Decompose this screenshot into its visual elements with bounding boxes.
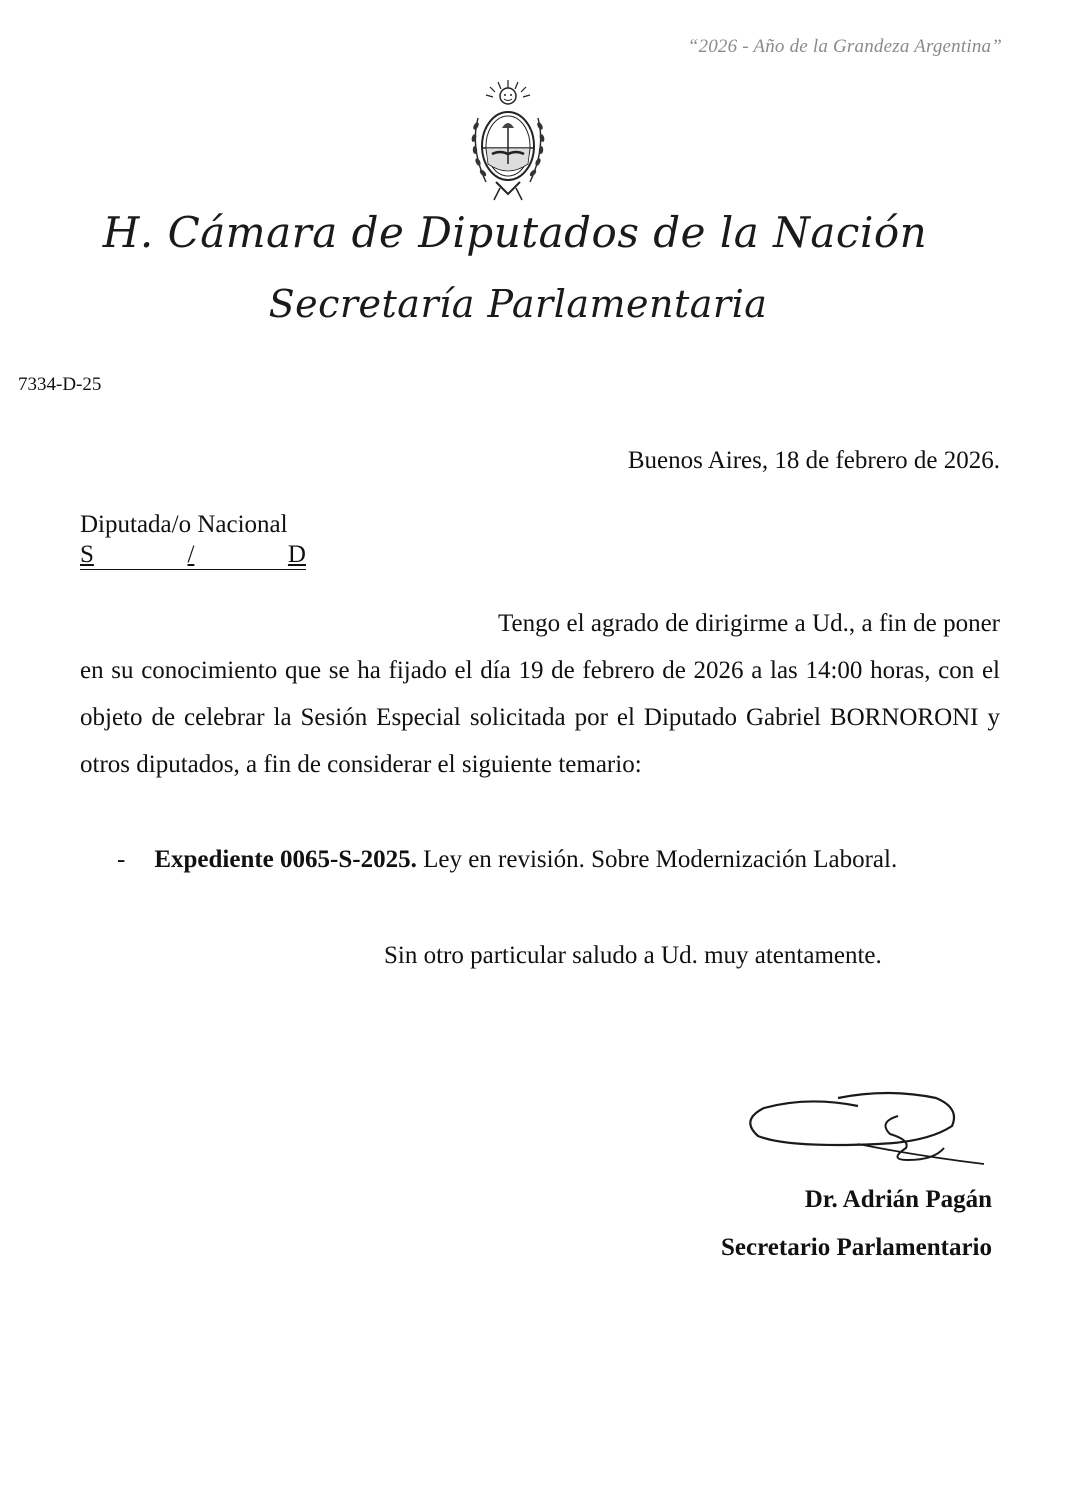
body-paragraph: Tengo el agrado de dirigirme a Ud., a fin de poner en su conocimiento que se ha fijado el día 19 de febrero de 2026 a las 14:00 horas, con el objeto de celebrar la Sesión Especial solicitada por el Diputado Gabriel BORNORONI y otros diputados, a fin de considerar el siguiente temario:: [80, 610, 1000, 778]
argentine-coat-of-arms-icon: [466, 78, 550, 202]
institution-title: H. Cámara de Diputados de la Nación: [102, 208, 928, 257]
agenda-item: [117, 846, 897, 874]
sd-left: S: [80, 541, 94, 568]
sd-right: D: [287, 541, 306, 568]
sd-line: [80, 541, 306, 570]
department-title: Secretaría Parlamentaria: [268, 282, 768, 326]
recipient-title: Diputada/o Nacional: [80, 511, 288, 538]
signatory-name: Dr. Adrián Pagán: [804, 1186, 992, 1213]
signatory-title: Secretario Parlamentario: [721, 1234, 992, 1261]
recipient-block: [80, 509, 306, 570]
sd-mid: /: [187, 541, 195, 568]
agenda-expediente: Expediente 0065-S-2025.: [154, 846, 417, 873]
agenda-bullet: -: [117, 846, 126, 873]
closing-line: Sin otro particular saludo a Ud. muy atentamente.: [384, 942, 882, 969]
agenda-text-wrap: [154, 846, 897, 874]
file-number: 7334-D-25: [18, 374, 102, 395]
date-line: Buenos Aires, 18 de febrero de 2026.: [627, 447, 1000, 474]
agenda-description: Ley en revisión. Sobre Modernización Laboral.: [416, 846, 898, 873]
year-motto: “2026 - Año de la Grandeza Argentina”: [687, 36, 1002, 57]
handwritten-signature-icon: [738, 1086, 988, 1170]
